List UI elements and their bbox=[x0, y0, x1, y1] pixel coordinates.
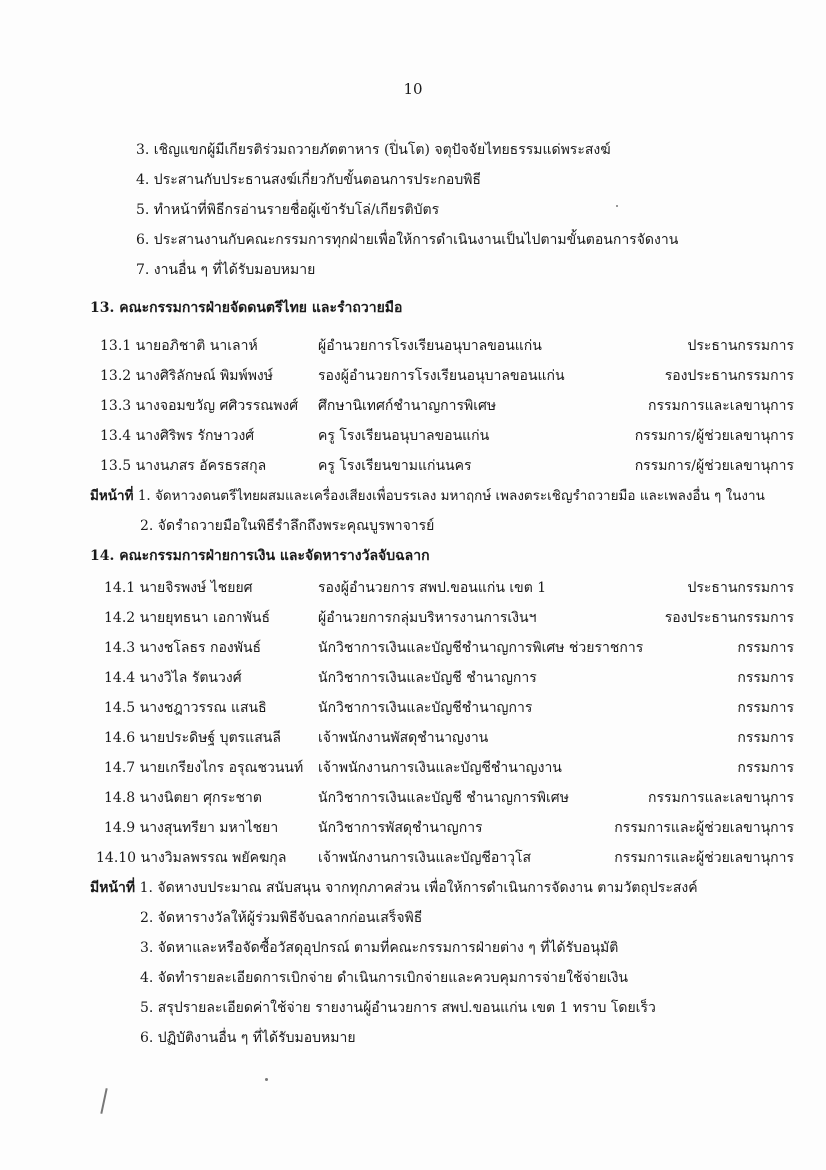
duty-item: 4. จัดทำรายละเอียดการเบิกจ่าย ดำเนินการเบิกจ่ายและควบคุมการจ่ายใช้จ่ายเงิน bbox=[140, 970, 628, 986]
member-row bbox=[0, 426, 826, 446]
duty-item: 2. จัดหารางวัลให้ผู้ร่วมพิธีจับฉลากก่อนเสร็จพิธี bbox=[140, 910, 423, 926]
duty-item: 6. ปฏิบัติงานอื่น ๆ ที่ได้รับมอบหมาย bbox=[140, 1030, 356, 1046]
member-position: ศึกษานิเทศก์ชำนาญการพิเศษ bbox=[318, 398, 497, 414]
list-item: 6. ประสานงานกับคณะกรรมการทุกฝ่ายเพื่อให้การดำเนินงานเป็นไปตามขั้นตอนการจัดงาน bbox=[136, 232, 679, 248]
list-item: 7. งานอื่น ๆ ที่ได้รับมอบหมาย bbox=[136, 262, 316, 278]
member-position: เจ้าพนักงานการเงินและบัญชีชำนาญงาน bbox=[318, 760, 562, 776]
member-role: กรรมการ bbox=[737, 670, 794, 686]
member-position: ครู โรงเรียนขามแก่นนคร bbox=[318, 458, 472, 474]
member-name: 13.5 นางนภสร อัครธรสกุล bbox=[100, 458, 267, 474]
member-position: นักวิชาการเงินและบัญชี ชำนาญการ bbox=[318, 670, 537, 686]
member-row bbox=[0, 396, 826, 416]
member-position: เจ้าพนักงานการเงินและบัญชีอาวุโส bbox=[318, 850, 532, 866]
member-role: กรรมการ bbox=[737, 730, 794, 746]
member-row bbox=[0, 578, 826, 598]
member-position: ครู โรงเรียนอนุบาลขอนแก่น bbox=[318, 428, 490, 444]
member-position: นักวิชาการเงินและบัญชีชำนาญการ bbox=[318, 700, 533, 716]
list-item: 4. ประสานกับประธานสงฆ์เกี่ยวกับขั้นตอนการประกอบพิธี bbox=[136, 172, 481, 188]
member-row bbox=[0, 336, 826, 356]
member-row bbox=[0, 366, 826, 386]
member-position: เจ้าพนักงานพัสดุชำนาญงาน bbox=[318, 730, 489, 746]
member-name: 14.9 นางสุนทรียา มหาไชยา bbox=[104, 820, 279, 836]
member-role: กรรมการและเลขานุการ bbox=[648, 398, 794, 414]
list-item: 5. ทำหน้าที่พิธีกรอ่านรายชื่อผู้เข้ารับโล่/เกียรติบัตร bbox=[136, 202, 440, 218]
scan-dot bbox=[265, 1078, 268, 1081]
member-name: 14.3 นางชโลธร กองพันธ์ bbox=[104, 640, 262, 656]
member-role: รองประธานกรรมการ bbox=[664, 368, 794, 384]
member-row bbox=[0, 758, 826, 778]
member-role: ประธานกรรมการ bbox=[687, 580, 794, 596]
page-number: 10 bbox=[403, 80, 423, 98]
duty-label: มีหน้าที่ bbox=[90, 880, 136, 896]
member-position: รองผู้อำนวยการโรงเรียนอนุบาลขอนแก่น bbox=[318, 368, 565, 384]
section-13-heading: 13. คณะกรรมการฝ่ายจัดดนตรีไทย และรำถวายมือ bbox=[90, 300, 403, 316]
member-row bbox=[0, 698, 826, 718]
member-name: 14.2 นายยุทธนา เอกาพันธ์ bbox=[104, 610, 270, 626]
member-row bbox=[0, 608, 826, 628]
duty-label: มีหน้าที่ bbox=[90, 488, 134, 504]
member-role: กรรมการ bbox=[737, 700, 794, 716]
member-row bbox=[0, 728, 826, 748]
member-role: กรรมการและผู้ช่วยเลขานุการ bbox=[614, 820, 794, 836]
member-role: ประธานกรรมการ bbox=[687, 338, 794, 354]
member-name: 13.2 นางศิริลักษณ์ พิมพ์พงษ์ bbox=[100, 368, 273, 384]
scan-dot bbox=[616, 205, 618, 207]
member-name: 14.6 นายประดิษฐ์ บุตรแสนลี bbox=[104, 730, 281, 746]
duty-item: 1. จัดหางบประมาณ สนับสนุน จากทุกภาคส่วน เพื่อให้การดำเนินการจัดงาน ตามวัตถุประสงค์ bbox=[139, 880, 698, 896]
member-name: 13.1 นายอภิชาติ นาเลาห์ bbox=[100, 338, 258, 354]
member-position: นักวิชาการเงินและบัญชีชำนาญการพิเศษ ช่วยราชการ bbox=[318, 640, 644, 656]
member-name: 13.3 นางจอมขวัญ ศศิวรรณพงศ์ bbox=[100, 398, 299, 414]
member-name: 14.5 นางชฎาวรรณ แสนธิ bbox=[104, 700, 267, 716]
member-position: ผู้อำนวยการโรงเรียนอนุบาลขอนแก่น bbox=[318, 338, 542, 354]
member-name: 14.8 นางนิตยา ศุกระชาต bbox=[104, 790, 262, 806]
duty-item: 2. จัดรำถวายมือในพิธีรำลึกถึงพระคุณบูรพาจารย์ bbox=[140, 518, 435, 534]
member-position: รองผู้อำนวยการ สพป.ขอนแก่น เขต 1 bbox=[318, 580, 547, 596]
member-position: นักวิชาการเงินและบัญชี ชำนาญการพิเศษ bbox=[318, 790, 569, 806]
member-name: 14.4 นางวิไล รัตนวงศ์ bbox=[104, 670, 242, 686]
member-name: 14.7 นายเกรียงไกร อรุณชวนนท์ bbox=[104, 760, 304, 776]
member-name: 14.10 นางวิมลพรรณ พยัคฆกุล bbox=[96, 850, 287, 866]
member-role: กรรมการ bbox=[737, 640, 794, 656]
member-role: กรรมการ/ผู้ช่วยเลขานุการ bbox=[634, 428, 794, 444]
member-position: นักวิชาการพัสดุชำนาญการ bbox=[318, 820, 483, 836]
duty-item: 5. สรุปรายละเอียดค่าใช้จ่าย รายงานผู้อำนวยการ สพป.ขอนแก่น เขต 1 ทราบ โดยเร็ว bbox=[140, 1000, 656, 1016]
member-role: กรรมการ/ผู้ช่วยเลขานุการ bbox=[634, 458, 794, 474]
member-role: รองประธานกรรมการ bbox=[664, 610, 794, 626]
member-name: 13.4 นางศิริพร รักษาวงศ์ bbox=[100, 428, 255, 444]
member-role: กรรมการและเลขานุการ bbox=[648, 790, 794, 806]
member-row bbox=[0, 668, 826, 688]
member-name: 14.1 นายจิรพงษ์ ไชยยศ bbox=[104, 580, 253, 596]
member-row bbox=[0, 638, 826, 658]
duty-item: 3. จัดหาและหรือจัดซื้อวัสดุอุปกรณ์ ตามที่คณะกรรมการฝ่ายต่าง ๆ ที่ได้รับอนุมัติ bbox=[140, 940, 619, 956]
scan-mark bbox=[100, 1088, 107, 1114]
member-position: ผู้อำนวยการกลุ่มบริหารงานการเงินฯ bbox=[318, 610, 537, 626]
member-role: กรรมการ bbox=[737, 760, 794, 776]
member-role: กรรมการและผู้ช่วยเลขานุการ bbox=[614, 850, 794, 866]
member-row bbox=[0, 788, 826, 808]
member-row bbox=[0, 456, 826, 476]
duty-line bbox=[90, 878, 698, 898]
list-item: 3. เชิญแขกผู้มีเกียรติร่วมถวายภัตตาหาร (ปิ่นโต) จตุปัจจัยไทยธรรมแด่พระสงฆ์ bbox=[136, 142, 611, 158]
member-row bbox=[0, 818, 826, 838]
section-14-heading: 14. คณะกรรมการฝ่ายการเงิน และจัดหารางวัลจับฉลาก bbox=[90, 548, 430, 564]
member-row bbox=[0, 848, 826, 868]
duty-line bbox=[90, 486, 765, 506]
duty-item: 1. จัดหาวงดนตรีไทยผสมและเครื่องเสียงเพื่อบรรเลง มหาฤกษ์ เพลงตระเชิญรำถวายมือ และเพลงอื่น ๆ ในงาน bbox=[137, 488, 765, 504]
